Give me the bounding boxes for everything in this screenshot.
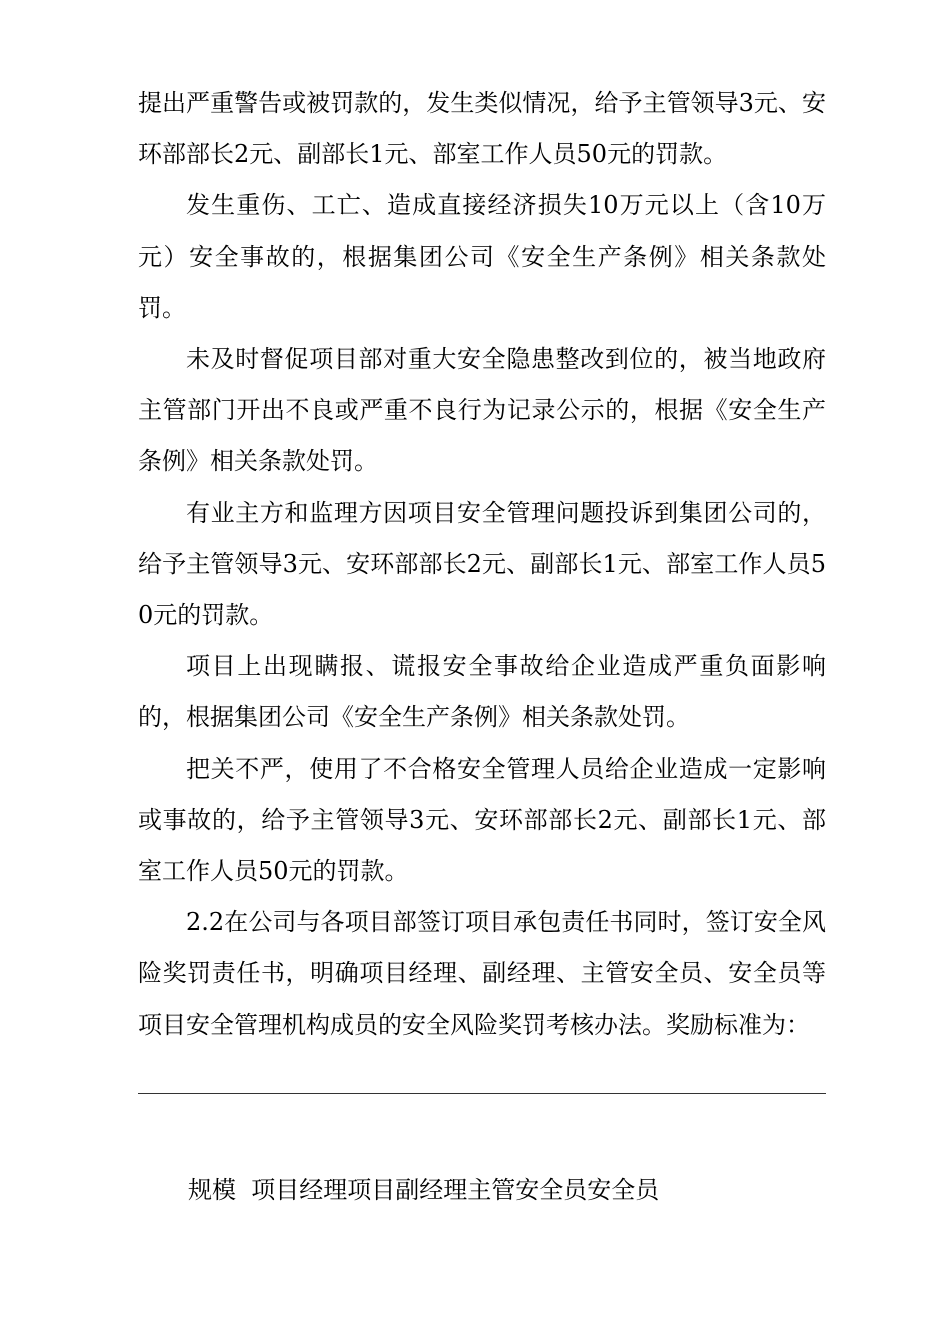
paragraph-serious-injury: 发生重伤、工亡、造成直接经济损失10万元以上（含10万元）安全事故的，根据集团公司《安全生产条例》相关条款处罚。: [138, 191, 826, 322]
paragraph-section-2-2: 2.2在公司与各项目部签订项目承包责任书同时，签订安全风险奖罚责任书，明确项目经理、副经理、主管安全员、安全员等项目安全管理机构成员的安全风险奖罚考核办法。奖励标准为：: [138, 908, 826, 1039]
paragraph-hazard-rectification: 未及时督促项目部对重大安全隐患整改到位的，被当地政府主管部门开出不良或严重不良行为记录公示的，根据《安全生产条例》相关条款处罚。: [138, 345, 826, 476]
paragraph-penalty-warning: 提出严重警告或被罚款的，发生类似情况，给予主管领导3元、安环部部长2元、副部长1元、部室工作人员50元的罚款。: [138, 89, 826, 169]
paragraph-owner-complaint: 有业主方和监理方因项目安全管理问题投诉到集团公司的，给予主管领导3元、安环部部长2元、副部长1元、部室工作人员50元的罚款。: [138, 498, 826, 630]
paragraph-concealed-accident: 项目上出现瞒报、谎报安全事故给企业造成严重负面影响的，根据集团公司《安全生产条例》相关条款处罚。: [138, 652, 826, 732]
reward-table-header: 规模 项目经理项目副经理主管安全员安全员: [188, 1176, 660, 1204]
document-body: [138, 78, 826, 1051]
horizontal-divider: [138, 1093, 826, 1094]
paragraph-unqualified-staff: 把关不严，使用了不合格安全管理人员给企业造成一定影响或事故的，给予主管领导3元、安环部部长2元、副部长1元、部室工作人员50元的罚款。: [138, 754, 826, 886]
